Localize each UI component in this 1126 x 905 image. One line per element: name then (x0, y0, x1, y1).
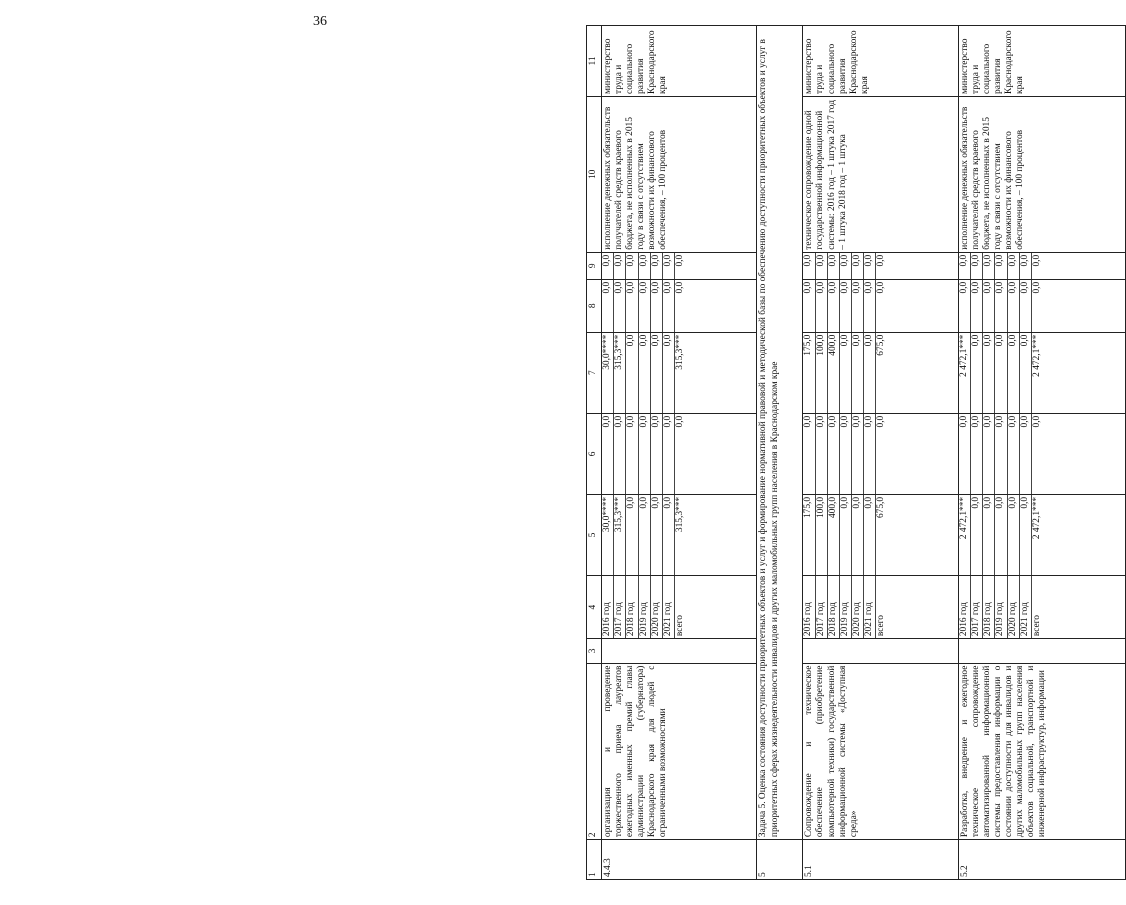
amount-value: 0,0 (840, 495, 852, 575)
amount-value: 0,0 (840, 280, 852, 332)
amount-value: 0,0 (1031, 415, 1042, 428)
amount-value: 0,0 (1008, 280, 1020, 332)
amount-value: 0,0 (959, 280, 971, 332)
amount-value: 0,0 (614, 414, 626, 494)
amount-value: 0,0 (828, 253, 840, 279)
year-cell (958, 576, 1125, 639)
amount-value: 0,0 (803, 414, 815, 494)
header-cell: 1 (587, 840, 602, 880)
amount-value: 0,0 (1020, 280, 1032, 332)
year-label: 2020 год (651, 576, 663, 638)
amount-value: 0,0 (816, 414, 828, 494)
amount-col8-cell (958, 279, 1125, 332)
header-cell: 7 (587, 332, 602, 413)
amount-value: 0,0 (639, 280, 651, 332)
amount-value: 0,0 (651, 414, 663, 494)
row-col3 (803, 639, 958, 663)
amount-value: 315,3*** (614, 495, 626, 575)
amount-value: 0,0 (995, 253, 1007, 279)
amount-value: 0,0 (626, 495, 638, 575)
amount-value: 0,0 (971, 495, 983, 575)
amount-value: 0,0 (840, 253, 852, 279)
amount-col6-cell (803, 413, 958, 494)
amount-value: 30,0**** (602, 333, 614, 413)
amount-value: 100,0 (816, 333, 828, 413)
amount-value: 0,0 (651, 253, 663, 279)
amount-col8-cell (602, 279, 757, 332)
amount-value: 0,0 (971, 253, 983, 279)
amount-value: 0,0 (639, 414, 651, 494)
amount-value: 0,0 (840, 333, 852, 413)
year-label: 2017 год (816, 576, 828, 638)
task-row (757, 26, 803, 880)
header-cell: 4 (587, 576, 602, 639)
amount-value: 0,0 (1031, 254, 1042, 267)
row-result: техническое сопровождение одной государственной информационной системы: 2016 год – 1 штука 2017 год – 1 штука 2018 год – 1 штука (803, 96, 958, 252)
program-table (586, 25, 1126, 880)
amount-value: 2 472,1*** (1031, 334, 1042, 377)
amount-value: 315,3*** (614, 333, 626, 413)
amount-value: 0,0 (626, 280, 638, 332)
amount-value: 0,0 (639, 333, 651, 413)
row-number: 5.1 (803, 840, 958, 880)
amount-value: 0,0 (852, 495, 864, 575)
amount-value: 0,0 (852, 253, 864, 279)
amount-value: 0,0 (1020, 253, 1032, 279)
amount-col7-cell (958, 332, 1125, 413)
year-cell (803, 576, 958, 639)
amount-col6-cell (602, 413, 757, 494)
year-label: всего (876, 615, 887, 637)
amount-value: 0,0 (1008, 495, 1020, 575)
header-cell: 8 (587, 279, 602, 332)
amount-value: 0,0 (651, 280, 663, 332)
amount-value: 0,0 (675, 415, 686, 428)
table-row (958, 26, 1125, 880)
amount-value: 0,0 (639, 253, 651, 279)
row-description: Разработка, внедрение и ежегодное техническое сопровождение автоматизированной информационной системы предоставления информации о состоянии доступности для инвалидов и других маломобильных групп населения объектов социальной, транспортной и инженерной инфраструктур, информации (958, 663, 1125, 839)
year-label: 2017 год (971, 576, 983, 638)
amount-value: 315,3*** (675, 334, 686, 370)
row-col3 (602, 639, 757, 663)
row-result: исполнение денежных обязательств получателей средств краевого бюджета, не исполненных в 2015 году в связи с отсутствием возможности их финансового обеспечения, – 100 процентов (958, 96, 1125, 252)
amount-value: 0,0 (614, 280, 626, 332)
amount-value: 0,0 (995, 333, 1007, 413)
row-executor: министерство труда и социального развития Краснодарского края (803, 26, 958, 97)
amount-value: 0,0 (803, 253, 815, 279)
amount-value: 0,0 (983, 280, 995, 332)
amount-value: 0,0 (864, 414, 876, 494)
amount-col6-cell (958, 413, 1125, 494)
amount-value: 675,0 (876, 334, 887, 356)
amount-value: 0,0 (983, 253, 995, 279)
row-description: Сопровождение и техническое обеспечение (приобретение компьютерной техники) государственной информационной системы «Доступная среда» (803, 663, 958, 839)
amount-value: 0,0 (971, 414, 983, 494)
amount-col9-cell (602, 252, 757, 279)
header-cell: 2 (587, 663, 602, 839)
amount-value: 0,0 (651, 333, 663, 413)
amount-value: 0,0 (971, 280, 983, 332)
row-executor: министерство труда и социального развития Краснодарского края (958, 26, 1125, 97)
amount-col7-cell (602, 332, 757, 413)
amount-value: 0,0 (995, 280, 1007, 332)
amount-value: 0,0 (995, 414, 1007, 494)
amount-value: 0,0 (675, 281, 686, 294)
amount-value: 0,0 (626, 333, 638, 413)
amount-value: 0,0 (876, 415, 887, 428)
header-row (587, 26, 602, 880)
amount-value: 0,0 (828, 414, 840, 494)
amount-value: 0,0 (663, 253, 675, 279)
amount-value: 0,0 (971, 333, 983, 413)
amount-value: 0,0 (1020, 333, 1032, 413)
amount-value: 0,0 (864, 253, 876, 279)
year-label: 2016 год (803, 576, 815, 638)
amount-value: 30,0**** (602, 495, 614, 575)
amount-value: 0,0 (852, 333, 864, 413)
amount-value: 0,0 (959, 253, 971, 279)
amount-value: 0,0 (1008, 333, 1020, 413)
amount-value: 0,0 (1020, 414, 1032, 494)
year-label: 2018 год (983, 576, 995, 638)
amount-value: 0,0 (663, 414, 675, 494)
amount-value: 0,0 (816, 280, 828, 332)
amount-value: 175,0 (803, 495, 815, 575)
amount-total-cell (958, 494, 1125, 575)
row-number: 5.2 (958, 840, 1125, 880)
amount-value: 0,0 (1020, 495, 1032, 575)
amount-value: 0,0 (864, 333, 876, 413)
year-label: 2016 год (959, 576, 971, 638)
row-number: 4.4.3 (602, 840, 757, 880)
amount-value: 2 472,1*** (959, 495, 971, 575)
table-row (602, 26, 757, 880)
amount-value: 400,0 (828, 495, 840, 575)
amount-value: 0,0 (651, 495, 663, 575)
amount-value: 0,0 (675, 254, 686, 267)
row-col3 (958, 639, 1125, 663)
amount-value: 0,0 (663, 333, 675, 413)
amount-value: 0,0 (840, 414, 852, 494)
amount-value: 0,0 (983, 414, 995, 494)
table-row (803, 26, 958, 880)
year-label: 2021 год (1020, 576, 1032, 638)
amount-col8-cell (803, 279, 958, 332)
amount-total-cell (803, 494, 958, 575)
year-label: 2018 год (626, 576, 638, 638)
year-label: 2017 год (614, 576, 626, 638)
header-cell: 9 (587, 252, 602, 279)
amount-value: 2 472,1*** (1031, 496, 1042, 540)
amount-value: 0,0 (983, 495, 995, 575)
amount-value: 0,0 (803, 280, 815, 332)
amount-value: 0,0 (864, 280, 876, 332)
amount-col7-cell (803, 332, 958, 413)
header-cell: 3 (587, 639, 602, 663)
year-cell (602, 576, 757, 639)
year-label: 2020 год (852, 576, 864, 638)
amount-value: 0,0 (876, 281, 887, 294)
header-cell: 11 (587, 26, 602, 97)
year-label: 2021 год (864, 576, 876, 638)
amount-value: 0,0 (852, 280, 864, 332)
amount-value: 0,0 (602, 253, 614, 279)
year-label: 2018 год (828, 576, 840, 638)
amount-value: 0,0 (602, 280, 614, 332)
year-label: всего (1031, 615, 1042, 637)
amount-value: 0,0 (1008, 253, 1020, 279)
year-label: 2019 год (995, 576, 1007, 638)
year-label: всего (675, 615, 686, 637)
amount-value: 0,0 (876, 254, 887, 267)
task-text: Задача 5. Оценка состояния доступности приоритетных объектов и услуг и формирование нормативной правовой и методической базы по обеспечению доступности приоритетных объектов и услуг в приоритетных сферах жизнедеятельности инвалидов и других маломобильных групп населения в Краснодарском крае (757, 26, 803, 840)
row-result: исполнение денежных обязательств получателей средств краевого бюджета, не исполненных в 2015 году в связи с отсутствием возможности их финансового обеспечения, – 100 процентов (602, 96, 757, 252)
header-cell: 5 (587, 494, 602, 575)
amount-col9-cell (958, 252, 1125, 279)
amount-total-cell (602, 494, 757, 575)
amount-value: 0,0 (852, 414, 864, 494)
amount-value: 175,0 (803, 333, 815, 413)
row-executor: министерство труда и социального развития Краснодарского края (602, 26, 757, 97)
amount-value: 0,0 (626, 253, 638, 279)
page-number: 36 (313, 14, 327, 29)
amount-value: 2 472,1*** (959, 333, 971, 413)
row-description: организация и проведение торжественного приема лауреатов ежегодных именных премий главы администрации (губернатора) Краснодарского края для людей с ограниченными возможностями (602, 663, 757, 839)
amount-value: 0,0 (1008, 414, 1020, 494)
amount-value: 0,0 (602, 414, 614, 494)
amount-value: 0,0 (864, 495, 876, 575)
year-label: 2019 год (840, 576, 852, 638)
header-cell: 6 (587, 413, 602, 494)
amount-value: 0,0 (1031, 281, 1042, 294)
header-cell: 10 (587, 96, 602, 252)
amount-value: 0,0 (959, 414, 971, 494)
amount-value: 400,0 (828, 333, 840, 413)
year-label: 2021 год (663, 576, 675, 638)
amount-value: 675,0 (876, 496, 887, 518)
rotated-table-container (586, 25, 1126, 880)
amount-value: 0,0 (626, 414, 638, 494)
year-label: 2019 год (639, 576, 651, 638)
amount-col9-cell (803, 252, 958, 279)
amount-value: 100,0 (816, 495, 828, 575)
year-label: 2016 год (602, 576, 614, 638)
amount-value: 315,3*** (675, 496, 686, 533)
amount-value: 0,0 (663, 280, 675, 332)
amount-value: 0,0 (816, 253, 828, 279)
task-number: 5 (757, 840, 803, 880)
amount-value: 0,0 (663, 495, 675, 575)
amount-value: 0,0 (828, 280, 840, 332)
amount-value: 0,0 (639, 495, 651, 575)
amount-value: 0,0 (983, 333, 995, 413)
year-label: 2020 год (1008, 576, 1020, 638)
amount-value: 0,0 (614, 253, 626, 279)
amount-value: 0,0 (995, 495, 1007, 575)
